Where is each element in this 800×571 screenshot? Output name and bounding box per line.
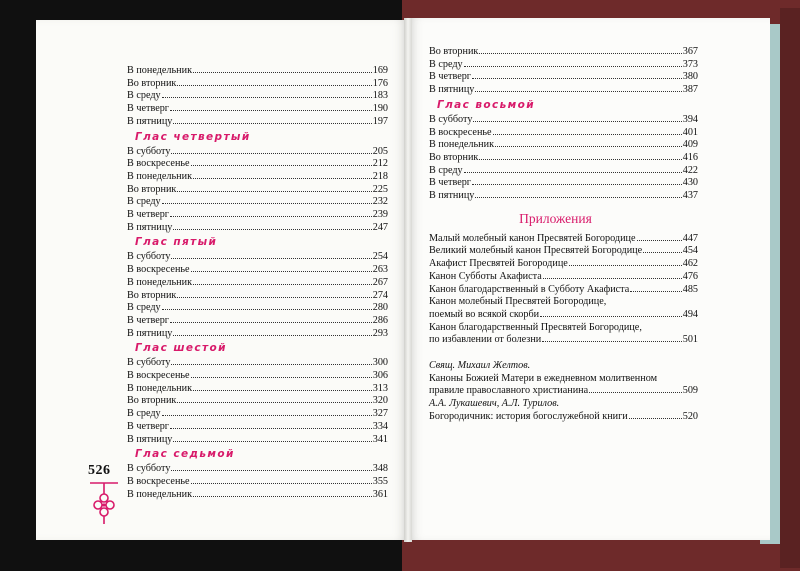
dot-leader	[191, 271, 372, 272]
toc-row	[127, 196, 388, 209]
toc-row	[127, 116, 388, 129]
toc-page-number: 320	[372, 395, 388, 407]
toc-entry-title: В понедельник	[429, 139, 495, 151]
toc-row	[127, 476, 388, 489]
toc-entry-title: В среду	[429, 58, 463, 70]
toc-page-number: 327	[372, 408, 388, 420]
toc-row	[127, 65, 388, 78]
toc-page-number: 247	[372, 221, 388, 233]
cross-ornament-icon	[88, 480, 120, 526]
dot-leader	[170, 110, 372, 111]
toc-page-number: 520	[682, 410, 698, 422]
toc-entry-line: Канон благодарственный Пресвятей Богородице,	[429, 321, 642, 333]
toc-row	[127, 315, 388, 328]
toc-page-number: 205	[372, 145, 388, 157]
dot-leader	[193, 284, 372, 285]
toc-row	[127, 78, 388, 91]
toc-row	[127, 222, 388, 235]
toc-entry-last-line	[429, 271, 698, 284]
dot-leader	[643, 252, 682, 253]
toc-page-number: 454	[682, 245, 698, 257]
dot-leader	[162, 97, 372, 98]
toc-page-number: 394	[682, 113, 698, 125]
toc-entry-title: В воскресенье	[127, 264, 190, 276]
toc-row	[127, 90, 388, 103]
dot-leader	[495, 146, 682, 147]
toc-page-number: 300	[372, 357, 388, 369]
dot-leader	[464, 66, 682, 67]
toc-page-number: 334	[372, 420, 388, 432]
toc-entry-title: поемый во всякой скорби	[429, 308, 540, 320]
toc-page-number: 373	[682, 58, 698, 70]
toc-entry-title: Великий молебный канон Пресвятей Богородице	[429, 245, 643, 257]
toc-entry-last-line	[429, 245, 698, 258]
toc-row	[429, 84, 698, 97]
toc-row	[429, 127, 698, 140]
toc-entry-title: В среду	[127, 196, 161, 208]
dot-leader	[479, 53, 681, 54]
dot-leader	[170, 428, 372, 429]
toc-entry	[429, 284, 698, 297]
right-toc-column	[429, 46, 698, 424]
dot-leader	[173, 335, 371, 336]
toc-entry-title: В субботу	[429, 113, 473, 125]
toc-page-number: 355	[372, 475, 388, 487]
toc-entry-title: В четверг	[429, 177, 471, 189]
toc-row	[127, 103, 388, 116]
toc-entry-title: В воскресенье	[429, 126, 492, 138]
dot-leader	[637, 240, 682, 241]
toc-entry-title: В четверг	[127, 209, 169, 221]
toc-page-number: 267	[372, 276, 388, 288]
toc-page-number: 494	[682, 308, 698, 320]
dot-leader	[540, 316, 682, 317]
toc-entry-title: В понедельник	[127, 65, 193, 76]
toc-row	[429, 152, 698, 165]
toc-entry-last-line	[429, 233, 698, 246]
toc-entry	[429, 245, 698, 258]
toc-entry	[429, 411, 698, 424]
toc-entry-last-line	[429, 385, 698, 398]
toc-entry-title: В пятницу	[429, 190, 475, 202]
toc-page-number: 176	[372, 77, 388, 89]
toc-entry-title: В понедельник	[127, 382, 193, 394]
toc-page-number: 280	[372, 302, 388, 314]
dot-leader	[472, 78, 682, 79]
toc-row	[127, 383, 388, 396]
toc-page-number: 263	[372, 264, 388, 276]
author-name: А.А. Лукашевич, А.Л. Турилов.	[429, 398, 560, 410]
dot-leader	[193, 496, 372, 497]
toc-row	[429, 46, 698, 59]
toc-page-number: 306	[372, 370, 388, 382]
toc-entry-title: В среду	[429, 164, 463, 176]
toc-entry-last-line	[429, 258, 698, 271]
toc-row	[127, 158, 388, 171]
toc-page-number: 367	[682, 46, 698, 57]
toc-entry-title: В среду	[127, 302, 161, 314]
toc-page-number: 225	[372, 183, 388, 195]
dot-leader	[475, 91, 681, 92]
toc-row	[429, 139, 698, 152]
toc-row	[127, 489, 388, 502]
toc-entry-title: Малый молебный канон Пресвятей Богородице	[429, 232, 636, 244]
toc-row	[127, 421, 388, 434]
toc-page-number: 437	[682, 190, 698, 202]
toc-entry-title: В пятницу	[429, 84, 475, 96]
page-number: 526	[88, 463, 111, 478]
toc-page-number: 212	[372, 158, 388, 170]
toc-entry-title: В воскресенье	[127, 475, 190, 487]
dot-leader	[191, 377, 372, 378]
toc-entry	[429, 258, 698, 271]
toc-row	[429, 177, 698, 190]
toc-entry	[429, 296, 698, 321]
toc-page-number: 501	[682, 334, 698, 346]
toc-entry-last-line	[429, 334, 698, 347]
dot-leader	[589, 392, 682, 393]
toc-entry	[429, 373, 698, 398]
toc-page-number: 409	[682, 139, 698, 151]
toc-entry-title: правиле православного христианина	[429, 385, 589, 397]
book-cover-edge	[780, 8, 800, 568]
toc-row	[127, 370, 388, 383]
toc-entry-title: В четверг	[127, 103, 169, 115]
toc-entry-title: В воскресенье	[127, 158, 190, 170]
toc-entry-title: В субботу	[127, 251, 171, 263]
toc-entry-title: В субботу	[127, 145, 171, 157]
left-toc-column	[127, 65, 388, 501]
dot-leader	[472, 184, 682, 185]
toc-row	[127, 277, 388, 290]
toc-entry	[429, 233, 698, 246]
dot-leader	[171, 364, 371, 365]
toc-page-number: 190	[372, 103, 388, 115]
dot-leader	[170, 322, 372, 323]
toc-page-number: 169	[372, 65, 388, 76]
section-heading: Глас пятый	[135, 236, 218, 249]
toc-entry-title: Во вторник	[127, 289, 177, 301]
toc-row	[127, 463, 388, 476]
toc-page-number: 462	[682, 258, 698, 270]
dot-leader	[542, 341, 682, 342]
toc-row	[429, 59, 698, 72]
toc-entry-title: В воскресенье	[127, 370, 190, 382]
toc-page-number: 509	[682, 385, 698, 397]
toc-entry-title: В пятницу	[127, 327, 173, 339]
toc-entry	[429, 322, 698, 347]
toc-page-number: 348	[372, 463, 388, 475]
dot-leader	[162, 203, 372, 204]
dot-leader	[162, 415, 372, 416]
toc-row	[127, 184, 388, 197]
dot-leader	[191, 165, 372, 166]
toc-row	[429, 114, 698, 127]
toc-entry-line: Каноны Божией Матери в ежедневном молитвенном	[429, 372, 658, 384]
toc-page-number: 380	[682, 71, 698, 83]
appendix-title: Приложения	[519, 210, 592, 226]
dot-leader	[193, 178, 372, 179]
toc-row	[127, 434, 388, 447]
toc-row	[127, 408, 388, 421]
dot-leader	[193, 390, 372, 391]
dot-leader	[173, 441, 371, 442]
dot-leader	[464, 172, 682, 173]
section-heading: Глас восьмой	[437, 98, 536, 111]
toc-page-number: 447	[682, 232, 698, 244]
toc-entry-title: Во вторник	[127, 183, 177, 195]
dot-leader	[177, 191, 371, 192]
toc-page-number: 430	[682, 177, 698, 189]
toc-page-number: 476	[682, 270, 698, 282]
toc-row	[127, 328, 388, 341]
toc-page-number: 387	[682, 84, 698, 96]
toc-page-number: 313	[372, 382, 388, 394]
toc-page-number: 422	[682, 164, 698, 176]
toc-entry-title: В пятницу	[127, 115, 173, 127]
dot-leader	[569, 265, 682, 266]
dot-leader	[162, 309, 372, 310]
toc-entry-title: В пятницу	[127, 433, 173, 445]
toc-entry-last-line	[429, 411, 698, 424]
author-name: Свящ. Михаил Желтов.	[429, 360, 531, 372]
dot-leader	[473, 121, 681, 122]
toc-row	[429, 190, 698, 203]
toc-row	[429, 71, 698, 84]
dot-leader	[177, 402, 371, 403]
toc-row	[127, 290, 388, 303]
dot-leader	[191, 483, 372, 484]
toc-page-number: 341	[372, 433, 388, 445]
toc-page-number: 197	[372, 115, 388, 127]
dot-leader	[173, 123, 371, 124]
toc-page-number: 274	[372, 289, 388, 301]
toc-row	[127, 357, 388, 370]
dot-leader	[171, 258, 371, 259]
dot-leader	[177, 297, 371, 298]
toc-row	[127, 209, 388, 222]
toc-entry-title: Во вторник	[429, 151, 479, 163]
dot-leader	[193, 72, 372, 73]
dot-leader	[173, 229, 371, 230]
toc-page-number: 218	[372, 170, 388, 182]
toc-entry	[429, 271, 698, 284]
toc-entry-title: Во вторник	[429, 46, 479, 57]
toc-entry-last-line	[429, 309, 698, 322]
book-spine	[404, 18, 412, 542]
toc-row	[127, 264, 388, 277]
section-heading: Глас шестой	[135, 342, 227, 355]
toc-entry-line: Канон молебный Пресвятей Богородице,	[429, 296, 607, 308]
toc-entry-title: В четверг	[127, 314, 169, 326]
dot-leader	[171, 470, 371, 471]
dot-leader	[629, 418, 682, 419]
toc-row	[127, 251, 388, 264]
toc-page-number: 183	[372, 90, 388, 102]
toc-entry-title: В пятницу	[127, 221, 173, 233]
toc-page-number: 401	[682, 126, 698, 138]
toc-page-number: 361	[372, 488, 388, 500]
section-heading: Глас седьмой	[135, 448, 235, 461]
toc-entry-title: В понедельник	[127, 276, 193, 288]
toc-entry-title: Во вторник	[127, 395, 177, 407]
toc-entry-title: В среду	[127, 408, 161, 420]
toc-row	[127, 302, 388, 315]
dot-leader	[475, 197, 681, 198]
toc-page-number: 293	[372, 327, 388, 339]
toc-entry-last-line	[429, 284, 698, 297]
toc-entry-title: Во вторник	[127, 77, 177, 89]
dot-leader	[493, 134, 682, 135]
toc-entry-title: Акафист Пресвятей Богородице	[429, 258, 568, 270]
toc-page-number: 254	[372, 251, 388, 263]
toc-entry-title: В четверг	[429, 71, 471, 83]
toc-entry-title: по избавлении от болезни	[429, 334, 542, 346]
toc-entry-title: В понедельник	[127, 488, 193, 500]
dot-leader	[630, 291, 681, 292]
dot-leader	[479, 159, 681, 160]
toc-entry-title: В субботу	[127, 357, 171, 369]
toc-row	[127, 395, 388, 408]
toc-entry-title: Канон благодарственный в Субботу Акафиста	[429, 283, 630, 295]
toc-entry-title: Канон Субботы Акафиста	[429, 270, 542, 282]
toc-entry-title: Богородичник: история богослужебной книги	[429, 410, 628, 422]
section-heading: Глас четвертый	[135, 130, 251, 143]
toc-row	[429, 165, 698, 178]
toc-row	[127, 171, 388, 184]
toc-entry-title: В среду	[127, 90, 161, 102]
toc-row	[127, 146, 388, 159]
toc-page-number: 239	[372, 209, 388, 221]
toc-entry-title: В четверг	[127, 420, 169, 432]
dot-leader	[177, 85, 371, 86]
dot-leader	[170, 216, 372, 217]
toc-page-number: 485	[682, 283, 698, 295]
toc-entry-title: В понедельник	[127, 170, 193, 182]
toc-page-number: 232	[372, 196, 388, 208]
dot-leader	[543, 278, 682, 279]
dot-leader	[171, 153, 371, 154]
toc-page-number: 416	[682, 151, 698, 163]
toc-entry-title: В субботу	[127, 463, 171, 475]
toc-page-number: 286	[372, 314, 388, 326]
